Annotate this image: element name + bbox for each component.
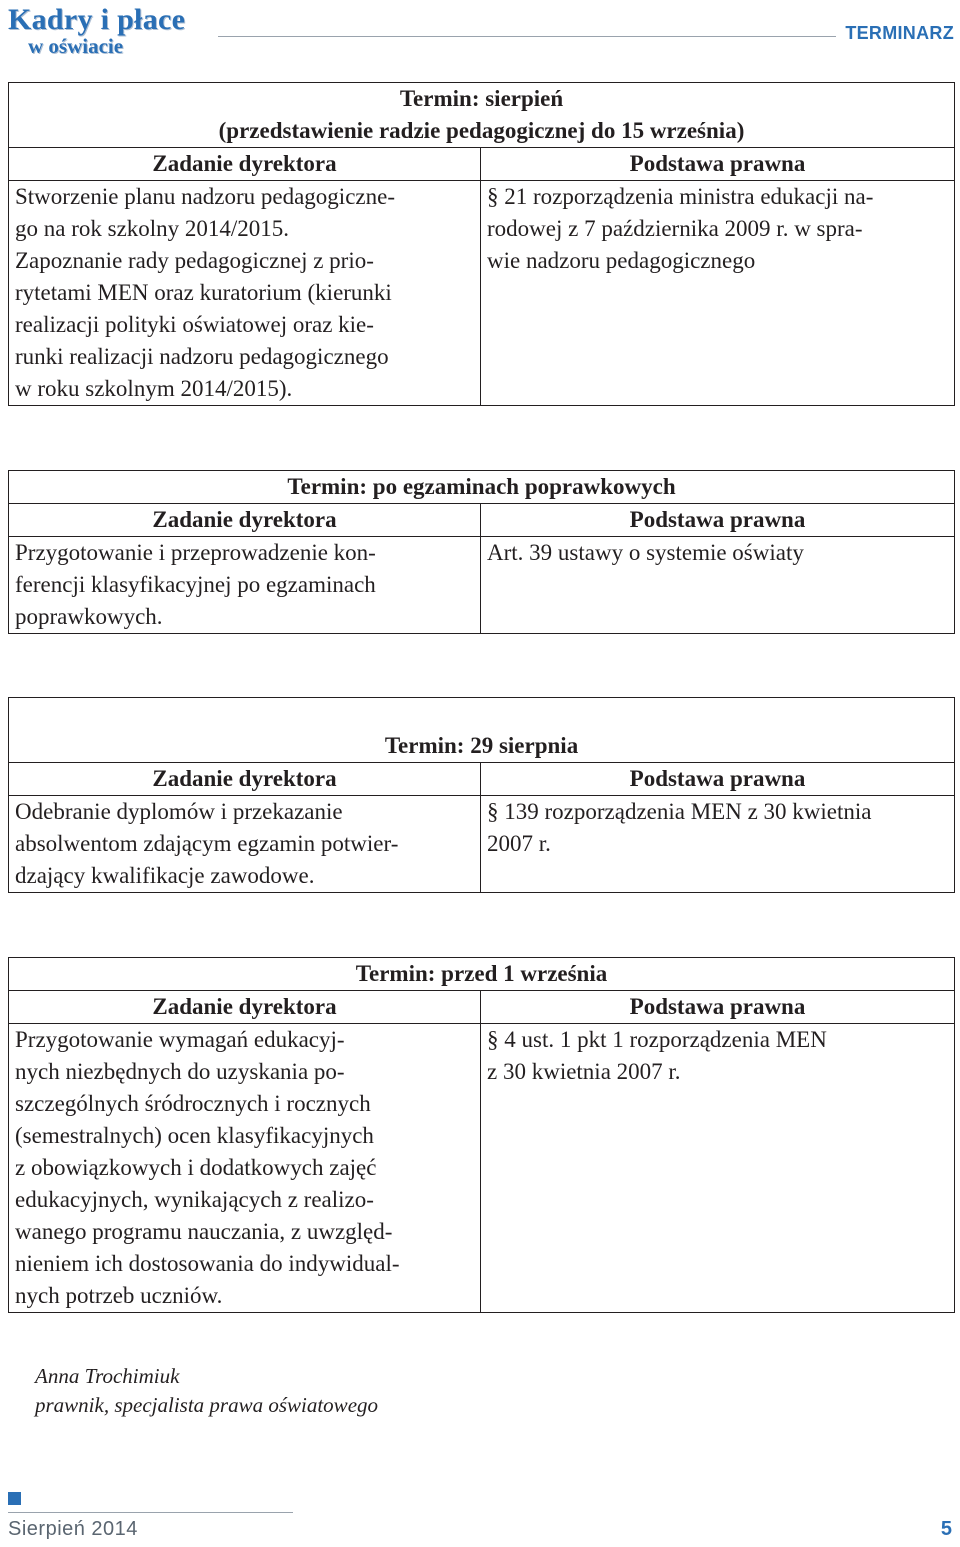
legal-basis-cell: § 4 ust. 1 pkt 1 rozporządzenia MEN z 30 kwietnia 2007 r. [481,1024,955,1313]
column-header-task: Zadanie dyrektora [9,763,481,796]
schedule-table-august-29 [8,697,955,893]
magazine-logo: Kadry i płace [8,3,186,36]
table-title: Termin: przed 1 września [9,958,955,991]
schedule-table-after-resits [8,470,955,634]
legal-basis-cell: Art. 39 ustawy o systemie oświaty [481,537,955,634]
page-number: 5 [940,1518,952,1540]
section-title: TERMINARZ [845,23,954,43]
column-header-legal-basis: Podstawa prawna [481,763,955,796]
header-divider [218,36,836,37]
schedule-table-august [8,82,955,406]
legal-basis-cell: § 139 rozporządzenia MEN z 30 kwietnia 2007 r. [481,796,955,893]
column-header-legal-basis: Podstawa prawna [481,504,955,537]
column-header-legal-basis: Podstawa prawna [481,148,955,181]
task-cell: Przygotowanie wymagań edukacyj- nych niezbędnych do uzyskania po- szczególnych śródrocznych i rocznych (semestralnych) ocen klasyfikacyjnych z obowiązkowych i dodatkowych zajęć edukacyjnych, wynikających z realizo- wanego programu nauczania, z uwzględ- nieniem ich dostosowania do indywidual- nych potrzeb uczniów. [9,1024,481,1313]
column-header-legal-basis: Podstawa prawna [481,991,955,1024]
table-title: Termin: sierpień (przedstawienie radzie pedagogicznej do 15 września) [9,83,955,148]
task-cell: Stworzenie planu nadzoru pedagogiczne- go na rok szkolny 2014/2015. Zapoznanie rady pedagogicznej z prio- rytetami MEN oraz kuratorium (kierunki realizacji polityki oświatowej oraz kie- runki realizacji nadzoru pedagogicznego w roku szkolnym 2014/2015). [9,181,481,406]
column-header-task: Zadanie dyrektora [9,504,481,537]
author-signature [35,1362,378,1420]
footer-divider [8,1512,293,1513]
column-header-task: Zadanie dyrektora [9,991,481,1024]
author-role: prawnik, specjalista prawa oświatowego [35,1393,379,1417]
magazine-logo-subtitle: w oświacie [28,34,124,58]
table-title: Termin: po egzaminach poprawkowych [9,471,955,504]
legal-basis-cell: § 21 rozporządzenia ministra edukacji na- rodowej z 7 października 2009 r. w spra- wie nadzoru pedagogicznego [481,181,955,406]
task-cell: Odebranie dyplomów i przekazanie absolwentom zdającym egzamin potwier- dzający kwalifikacje zawodowe. [9,796,481,893]
schedule-table-before-september-1 [8,957,955,1313]
issue-date: Sierpień 2014 [8,1518,138,1540]
task-cell: Przygotowanie i przeprowadzenie kon- ferencji klasyfikacyjnej po egzaminach poprawkowych. [9,537,481,634]
page-header [0,0,960,60]
column-header-task: Zadanie dyrektora [9,148,481,181]
footer-square-icon [8,1492,21,1505]
table-title: Termin: 29 sierpnia [9,698,955,763]
author-name: Anna Trochimiuk [35,1364,180,1388]
